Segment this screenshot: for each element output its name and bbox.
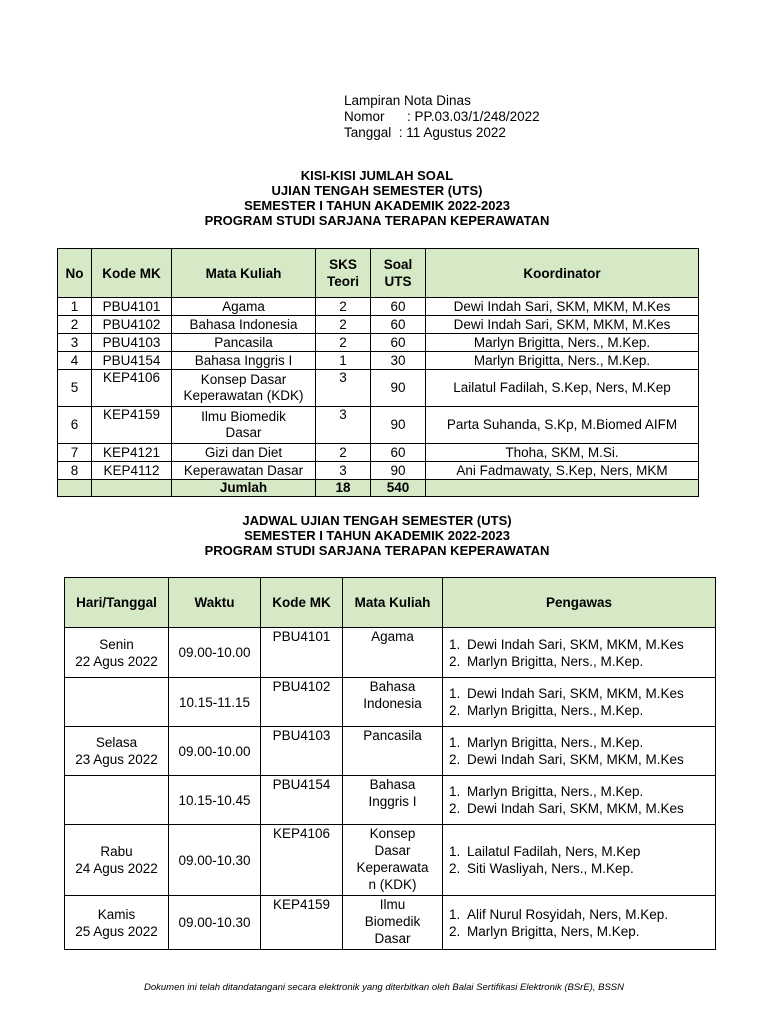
table-row: 4 PBU4154 Bahasa Inggris I 1 30 Marlyn Brigitta, Ners., M.Kep. [58,352,699,370]
table-row: 1 PBU4101 Agama 2 60 Dewi Indah Sari, SKM, MKM, M.Kes [58,298,699,316]
total-label: Jumlah [172,480,316,497]
total-soal: 540 [371,480,426,497]
table-row: 8 KEP4112 Keperawatan Dasar 3 90 Ani Fadmawaty, S.Kep, Ners, MKM [58,462,699,480]
table-row: Selasa 23 Agus 2022 09.00-10.00 PBU4103 Pancasila 1. Marlyn Brigitta, Ners., M.Kep. 2. Dewi Indah Sari, SKM, MKM, M.Kes [65,727,716,776]
table-total-row [58,480,699,497]
table-header-row [65,578,716,628]
col-header-pengawas: Pengawas [443,578,716,628]
grid-title: KISI-KISI JUMLAH SOAL UJIAN TENGAH SEMESTER (UTS) SEMESTER I TAHUN AKADEMIK 2022-2023 PROGRAM STUDI SARJANA TERAPAN KEPERAWATAN [204,168,550,228]
question-grid-table [57,248,699,497]
col-header-kode: Kode MK [261,578,343,628]
memo-header [344,93,540,141]
table-row: 2 PBU4102 Bahasa Indonesia 2 60 Dewi Indah Sari, SKM, MKM, M.Kes [58,316,699,334]
schedule-title: JADWAL UJIAN TENGAH SEMESTER (UTS) SEMESTER I TAHUN AKADEMIK 2022-2023 PROGRAM STUDI SARJANA TERAPAN KEPERAWATAN [204,513,550,558]
table-row: 3 PBU4103 Pancasila 2 60 Marlyn Brigitta, Ners., M.Kep. [58,334,699,352]
table-row: 5 KEP4106 Konsep Dasar Keperawatan (KDK) 3 90 Lailatul Fadilah, S.Kep, Ners, M.Kep [58,370,699,407]
e-signature-footer: Dokumen ini telah ditandatangani secara elektronik yang diterbitkan oleh Balai Sertifikasi Elektronik (BSrE), BSSN [144,982,624,993]
memo-date: Tanggal : 11 Agustus 2022 [344,125,506,140]
total-sks: 18 [316,480,371,497]
col-header-hari: Hari/Tanggal [65,578,169,628]
table-header-row [58,249,699,298]
schedule-table [64,577,716,950]
memo-number: Nomor : PP.03.03/1/248/2022 [344,109,540,124]
col-header-soal: Soal UTS [371,249,426,298]
col-header-sks: SKS Teori [316,249,371,298]
table-row: 10.15-11.15 PBU4102 Bahasa Indonesia 1. Dewi Indah Sari, SKM, MKM, M.Kes 2. Marlyn Brigitta, Ners., M.Kep. [65,678,716,727]
table-row: 7 KEP4121 Gizi dan Diet 2 60 Thoha, SKM, M.Si. [58,444,699,462]
col-header-koordinator: Koordinator [426,249,699,298]
col-header-waktu: Waktu [169,578,261,628]
col-header-mk: Mata Kuliah [343,578,443,628]
table-row: Kamis 25 Agus 2022 09.00-10.30 KEP4159 Ilmu Biomedik Dasar 1. Alif Nurul Rosyidah, Ners, M.Kep. 2. Marlyn Brigitta, Ners, M.Kep. [65,896,716,950]
col-header-mk: Mata Kuliah [172,249,316,298]
col-header-kode: Kode MK [92,249,172,298]
col-header-no: No [58,249,92,298]
table-row: 10.15-10.45 PBU4154 Bahasa Inggris I 1. Marlyn Brigitta, Ners., M.Kep. 2. Dewi Indah Sari, SKM, MKM, M.Kes [65,776,716,825]
table-row: Rabu 24 Agus 2022 09.00-10.30 KEP4106 Konsep Dasar Keperawata n (KDK) 1. Lailatul Fadilah, Ners, M.Kep 2. Siti Wasliyah, Ners., M.Kep. [65,825,716,896]
memo-attachment-label: Lampiran Nota Dinas [344,93,471,108]
table-row: Senin 22 Agus 2022 09.00-10.00 PBU4101 Agama 1. Dewi Indah Sari, SKM, MKM, M.Kes 2. Marlyn Brigitta, Ners., M.Kep. [65,628,716,678]
table-row: 6 KEP4159 Ilmu Biomedik Dasar 3 90 Parta Suhanda, S.Kp, M.Biomed AIFM [58,407,699,444]
